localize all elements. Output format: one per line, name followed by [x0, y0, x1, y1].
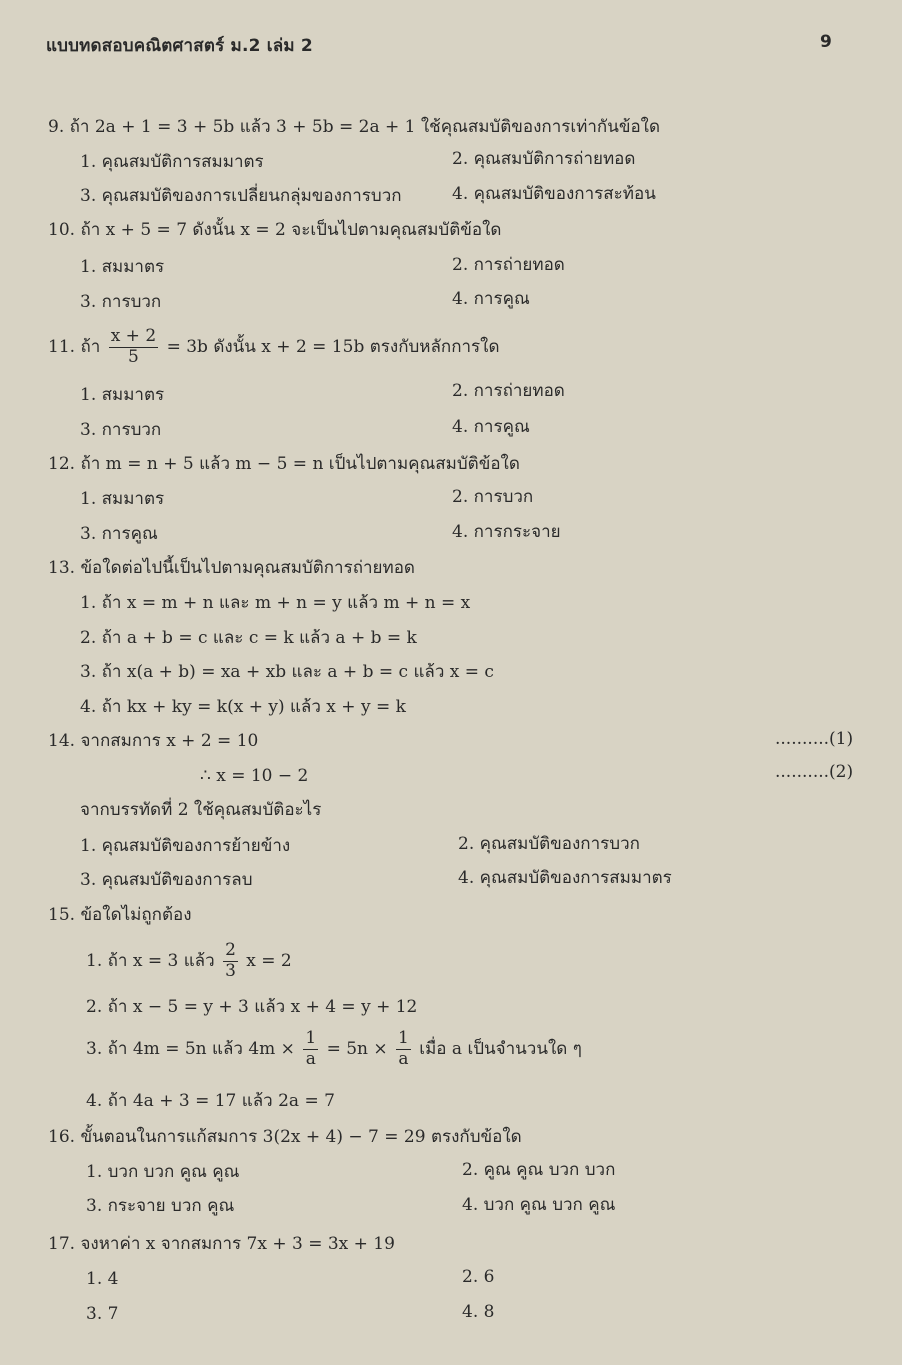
- question-14-option-2: 2. คุณสมบัติของการบวก: [458, 834, 640, 854]
- question-15-option-3-prefix: 3. ถ้า 4m = 5n แล้ว 4m ×: [86, 1038, 295, 1059]
- question-14-option-4: 4. คุณสมบัติของการสมมาตร: [458, 868, 672, 888]
- question-14-stem: 14. จากสมการ x + 2 = 10: [48, 731, 259, 751]
- question-16-option-2: 2. คูณ คูณ บวก บวก: [462, 1160, 616, 1180]
- question-17-option-4: 4. 8: [462, 1302, 495, 1322]
- question-14-line-2: ∴ x = 10 − 2: [200, 766, 309, 786]
- question-9-stem: 9. ถ้า 2a + 1 = 3 + 5b แล้ว 3 + 5b = 2a + 1 ใช้คุณสมบัติของการเท่ากันข้อใด: [48, 117, 661, 137]
- question-13-option-2: 2. ถ้า a + b = c และ c = k แล้ว a + b = k: [80, 628, 417, 648]
- question-15-stem: 15. ข้อใดไม่ถูกต้อง: [48, 905, 192, 925]
- question-10-option-3: 3. การบวก: [80, 292, 162, 312]
- question-11-fraction-denominator: 5: [128, 346, 139, 367]
- question-11-stem: [48, 328, 500, 367]
- question-11-prefix: 11. ถ้า: [48, 336, 101, 357]
- question-9-option-2: 2. คุณสมบัติการถ่ายทอด: [452, 149, 636, 169]
- question-15-option-3-numerator-1: 1: [305, 1028, 317, 1048]
- question-13-option-3: 3. ถ้า x(a + b) = xa + xb และ a + b = c แล้ว x = c: [80, 662, 494, 682]
- question-16-option-1: 1. บวก บวก คูณ คูณ: [86, 1162, 240, 1182]
- question-15-option-1: [86, 942, 292, 981]
- question-12-stem: 12. ถ้า m = n + 5 แล้ว m − 5 = n เป็นไปตามคุณสมบัติข้อใด: [48, 454, 520, 474]
- question-15-option-3-fraction-1: [303, 1030, 318, 1069]
- question-15-option-1-denominator: 3: [225, 960, 236, 981]
- question-14-option-1: 1. คุณสมบัติของการย้ายข้าง: [80, 836, 291, 856]
- question-13-stem: 13. ข้อใดต่อไปนี้เป็นไปตามคุณสมบัติการถ่ายทอด: [48, 558, 415, 578]
- question-9-option-4: 4. คุณสมบัติของการสะท้อน: [452, 184, 656, 204]
- question-9-option-1: 1. คุณสมบัติการสมมาตร: [80, 152, 264, 172]
- question-11-option-4: 4. การคูณ: [452, 417, 530, 437]
- question-11-option-2: 2. การถ่ายทอด: [452, 381, 565, 401]
- question-10-option-2: 2. การถ่ายทอด: [452, 255, 565, 275]
- question-15-option-1-prefix: 1. ถ้า x = 3 แล้ว: [86, 950, 215, 971]
- question-14-reference-2: ..........(2): [775, 762, 854, 782]
- question-15-option-3-fraction-2: [396, 1030, 411, 1069]
- question-10-option-1: 1. สมมาตร: [80, 257, 165, 277]
- question-16-option-3: 3. กระจาย บวก คูณ: [86, 1196, 235, 1216]
- question-12-option-4: 4. การกระจาย: [452, 522, 561, 542]
- question-14-option-3: 3. คุณสมบัติของการลบ: [80, 870, 253, 890]
- question-9-option-3: 3. คุณสมบัติของการเปลี่ยนกลุ่มของการบวก: [80, 186, 402, 206]
- question-17-option-3: 3. 7: [86, 1304, 119, 1324]
- question-13-option-1: 1. ถ้า x = m + n และ m + n = y แล้ว m + n = x: [80, 593, 471, 613]
- question-12-option-3: 3. การคูณ: [80, 524, 158, 544]
- question-14-reference-1: ..........(1): [775, 729, 854, 749]
- question-15-option-3-denominator-1: a: [305, 1048, 316, 1069]
- page-header-title: แบบทดสอบคณิตศาสตร์ ม.2 เล่ม 2: [46, 36, 313, 56]
- question-15-option-1-numerator: 2: [225, 940, 236, 960]
- question-15-option-1-fraction: [223, 942, 238, 981]
- question-11-fraction: [109, 328, 158, 367]
- question-10-stem: 10. ถ้า x + 5 = 7 ดังนั้น x = 2 จะเป็นไปตามคุณสมบัติข้อใด: [48, 220, 502, 240]
- question-13-option-4: 4. ถ้า kx + ky = k(x + y) แล้ว x + y = k: [80, 697, 406, 717]
- question-16-option-4: 4. บวก คูณ บวก คูณ: [462, 1195, 616, 1215]
- question-15-option-4: 4. ถ้า 4a + 3 = 17 แล้ว 2a = 7: [86, 1091, 335, 1111]
- question-15-option-3-suffix: เมื่อ a เป็นจำนวนใด ๆ: [419, 1038, 582, 1059]
- question-15-option-1-suffix: x = 2: [246, 950, 292, 971]
- question-11-option-1: 1. สมมาตร: [80, 385, 165, 405]
- question-11-fraction-numerator: x + 2: [110, 326, 157, 346]
- question-15-option-2: 2. ถ้า x − 5 = y + 3 แล้ว x + 4 = y + 12: [86, 997, 418, 1017]
- question-15-option-3: [86, 1030, 582, 1069]
- question-10-option-4: 4. การคูณ: [452, 289, 530, 309]
- question-17-stem: 17. จงหาค่า x จากสมการ 7x + 3 = 3x + 19: [48, 1234, 395, 1254]
- question-11-option-3: 3. การบวก: [80, 420, 162, 440]
- question-14-question: จากบรรทัดที่ 2 ใช้คุณสมบัติอะไร: [80, 800, 322, 820]
- question-17-option-1: 1. 4: [86, 1269, 119, 1289]
- question-12-option-2: 2. การบวก: [452, 487, 534, 507]
- question-11-suffix: = 3b ดังนั้น x + 2 = 15b ตรงกับหลักการใด: [166, 336, 500, 357]
- question-17-option-2: 2. 6: [462, 1267, 495, 1287]
- question-15-option-3-denominator-2: a: [398, 1048, 409, 1069]
- question-12-option-1: 1. สมมาตร: [80, 489, 165, 509]
- question-15-option-3-numerator-2: 1: [398, 1028, 409, 1048]
- question-16-stem: 16. ขั้นตอนในการแก้สมการ 3(2x + 4) − 7 = 29 ตรงกับข้อใด: [48, 1127, 522, 1147]
- question-15-option-3-middle: = 5n ×: [326, 1038, 388, 1059]
- page-number: 9: [820, 32, 832, 52]
